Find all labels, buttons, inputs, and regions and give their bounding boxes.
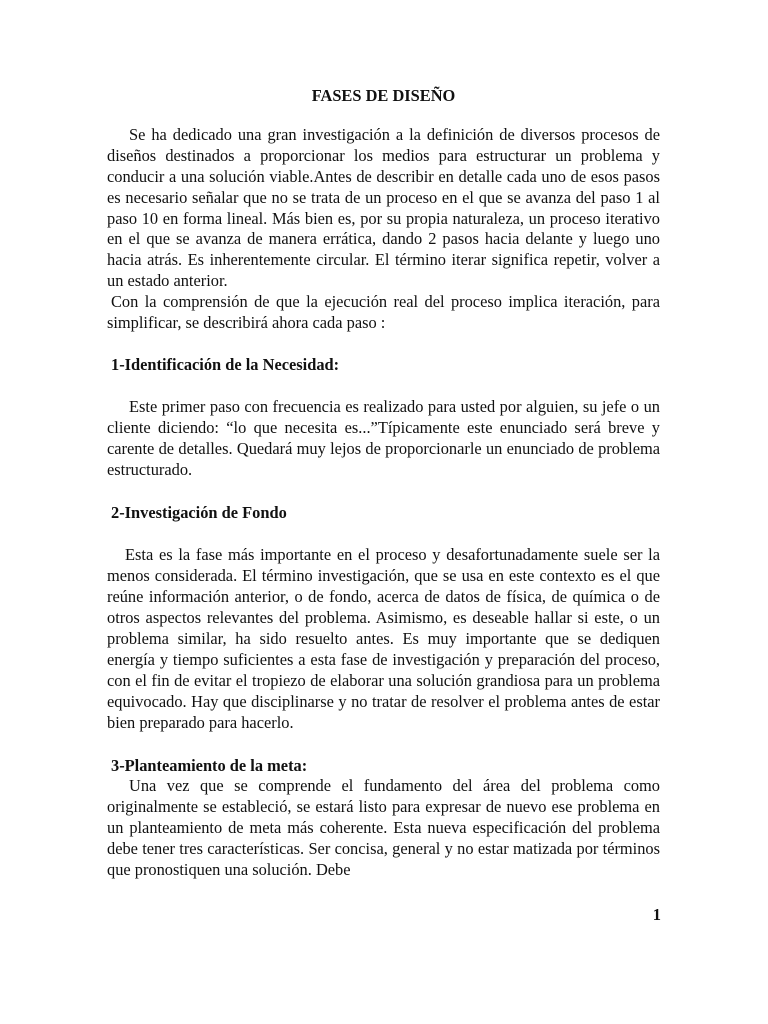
- document-page: [107, 86, 660, 881]
- spacer: [107, 523, 660, 545]
- section-heading-1: 1-Identificación de la Necesidad:: [111, 354, 340, 374]
- section-heading-2: 2-Investigación de Fondo: [111, 502, 287, 522]
- section-body-1: Este primer paso con frecuencia es realizado para usted por alguien, su jefe o un cliente diciendo: “lo que necesita es...”Típicamente este enunciado será breve y carente de detalles. Quedará muy lejos de proporcionarle un enunciado de problema estructurado.: [107, 396, 660, 479]
- page-number: 1: [652, 905, 661, 924]
- spacer: [107, 734, 660, 756]
- intro-paragraph: Se ha dedicado una gran investigación a la definición de diversos procesos de diseños destinados a proporcionar los medios para estructurar un problema y conducir a una solución viable.Antes de describir en detalle cada uno de esos pasos es necesario señalar que no se trata de un proceso en el que se avanza del paso 1 al paso 10 en forma lineal. Más bien es, por su propia naturaleza, un proceso iterativo en el que se avanza de manera errática, dando 2 pasos hacia delante y luego uno hacia atrás. Es inherentemente circular. El término iterar significa repetir, volver a un estado anterior.: [107, 124, 660, 291]
- spacer: [107, 376, 660, 397]
- section-heading-3: 3-Planteamiento de la meta:: [111, 755, 308, 775]
- section-body-2: Esta es la fase más importante en el proceso y desafortunadamente suele ser la menos considerada. El término investigación, que se usa en este contexto es el que reúne información anterior, o de fondo, acerca de datos de física, de química o de otros aspectos relevantes del problema. Asimismo, es deseable hallar si este, o un problema similar, ha sido resuelto antes. Es muy importante que se dediquen energía y tiempo suficientes a esta fase de investigación y preparación del proceso, con el fin de evitar el tropiezo de elaborar una solución grandiosa para un problema equivocado. Hay que disciplinarse y no tratar de resolver el problema antes de estar bien preparado para hacerlo.: [107, 545, 660, 732]
- section-body-3: Una vez que se comprende el fundamento del área del problema como originalmente se estableció, se estará listo para expresar de nuevo ese problema en un planteamiento de meta más coherente. Esta nueva especificación del problema debe tener tres características. Ser concisa, general y no estar matizada por términos que pronostiquen una solución. Debe: [107, 776, 660, 880]
- document-title: FASES DE DISEÑO: [311, 86, 456, 105]
- intro-paragraph-2: Con la comprensión de que la ejecución real del proceso implica iteración, para simplificar, se describirá ahora cada paso :: [107, 292, 660, 333]
- spacer: [107, 334, 660, 355]
- spacer: [107, 481, 660, 503]
